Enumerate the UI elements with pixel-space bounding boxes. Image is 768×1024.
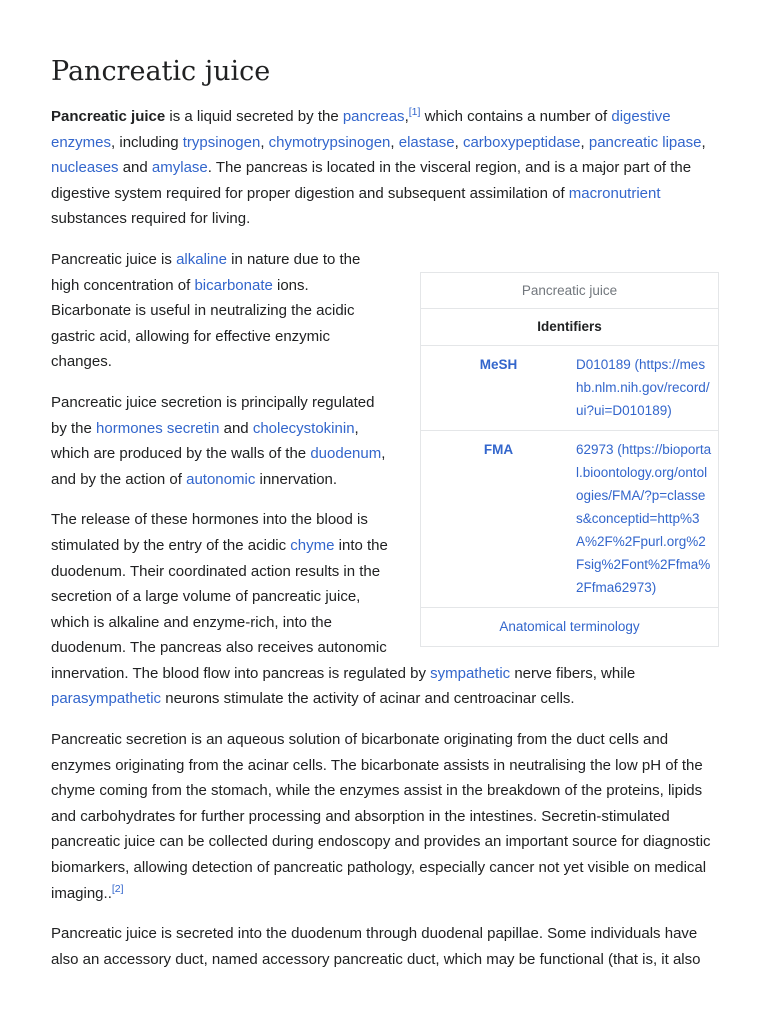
paragraph-duct [51,921,719,972]
link-elastase[interactable]: elastase [398,133,455,151]
link-bicarbonate[interactable]: bicarbonate [194,276,273,294]
text: Pancreatic juice is [51,250,177,268]
text: The release of these hormones into the blood is stimulated by the entry of the acidic [51,511,368,554]
text: , [454,133,463,151]
text: which contains a number of [420,108,612,125]
infobox-row-mesh [421,346,718,431]
text: nerve fibers, while [510,664,636,682]
link-sympathetic[interactable]: sympathetic [430,664,511,682]
link-carboxypeptidase[interactable]: carboxypeptidase [462,133,581,151]
text: and [219,419,253,437]
text: Pancreatic secretion is an aqueous solution of bicarbonate originating from the duct cells and enzymes originating from the acinar cells. The bicarbonate assists in neutralising the low pH of the chyme coming from the stomach, while the enzymes assist in the breakdown of the proteins, lipids and carbohydrates for further processing and absorption in the intestines. Secretin-stimulated pancreatic juice can be collected during endoscopy and provides an important source for diagnostic biomarkers, allowing detection of pancreatic pathology, especially cancer not yet visible on medical imaging.. [51,731,711,902]
text: innervation. [255,470,338,488]
infobox-value-fma[interactable]: 62973 (https://bioportal.bioontology.org/ontologies/FMA/?p=classes&conceptid=http%3A%2F%2Fpurl.org%2Fsig%2Font%2Ffma%2Ffma62973) [576,441,712,595]
text: Pancreatic juice secretion is principally regulated by the [51,393,375,437]
infobox-footer [421,608,718,646]
text: , and by the action of [51,445,386,488]
infobox-section-identifiers: Identifiers [421,309,718,346]
infobox [420,272,719,647]
text: into the duodenum. Their coordinated action results in the secretion of a large volume of pancreatic juice, which is alkaline and enzyme-rich, into the duodenum. The pancreas also receives autonomic innervation. The blood flow into pancreas is regulated by [51,536,431,682]
link-alkaline[interactable]: alkaline [176,250,227,268]
link-secretin[interactable]: secretin [166,419,220,437]
article-body [51,104,719,987]
ref-link-2[interactable]: [2] [111,882,124,895]
text: is a liquid secreted by the [165,108,343,125]
text: neurons stimulate the activity of acinar and centroacinar cells. [161,690,575,708]
text: and [118,159,152,177]
link-duodenum[interactable]: duodenum [310,445,382,463]
bold-term: Pancreatic juice [51,108,166,125]
paragraph-intro [51,104,719,232]
link-trypsinogen[interactable]: trypsinogen [182,133,261,151]
text: , [390,133,399,151]
page-title: Pancreatic juice [51,56,271,87]
text: , [260,133,269,151]
link-parasympathetic[interactable]: parasympathetic [51,690,162,708]
infobox-key-fma[interactable]: FMA [483,441,514,457]
link-chymotrypsinogen[interactable]: chymotrypsinogen [268,133,391,151]
reference-1 [409,106,421,118]
reference-2 [112,883,124,895]
link-macronutrient[interactable]: macronutrient [568,184,661,202]
text: Pancreatic juice is secreted into the duodenum through duodenal papillae. Some individuals have also an accessory duct, named accessory pancreatic duct, which may be functional (that is, it also [51,925,701,968]
link-pancreatic-lipase[interactable]: pancreatic lipase [588,133,702,151]
link-amylase[interactable]: amylase [151,159,208,177]
infobox-row-fma [421,431,718,608]
text: substances required for living. [51,210,251,228]
ref-link-1[interactable]: [1] [408,106,421,118]
text: , which are produced by the walls of the [51,419,359,463]
link-chyme[interactable]: chyme [290,536,335,554]
link-digestive-enzymes[interactable]: digestive enzymes [51,108,671,151]
link-pancreas[interactable]: pancreas [342,108,405,125]
text: , including [111,133,183,151]
link-cholecystokinin[interactable]: cholecystokinin [252,419,355,437]
text: , [580,133,589,151]
paragraph-secretion [51,727,719,906]
link-hormones[interactable]: hormones [96,419,163,437]
text: , [701,133,706,151]
text: , [404,108,409,125]
text: . The pancreas is located in the visceral region, and is a major part of the digestive system required for proper digestion and subsequent assimilation of [51,159,692,202]
infobox-value-mesh[interactable]: D010189 (https://meshb.nlm.nih.gov/record/ui?ui=D010189) [576,356,710,418]
link-anatomical-terminology[interactable]: Anatomical terminology [499,618,640,634]
link-nucleases[interactable]: nucleases [51,159,119,177]
text: ions. Bicarbonate is useful in neutralizing the acidic gastric acid, allowing for effective enzymic changes. [51,276,355,371]
text: in nature due to the high concentration of [51,250,361,294]
infobox-title: Pancreatic juice [421,273,718,309]
infobox-key-mesh[interactable]: MeSH [479,356,518,372]
link-autonomic[interactable]: autonomic [186,470,256,488]
